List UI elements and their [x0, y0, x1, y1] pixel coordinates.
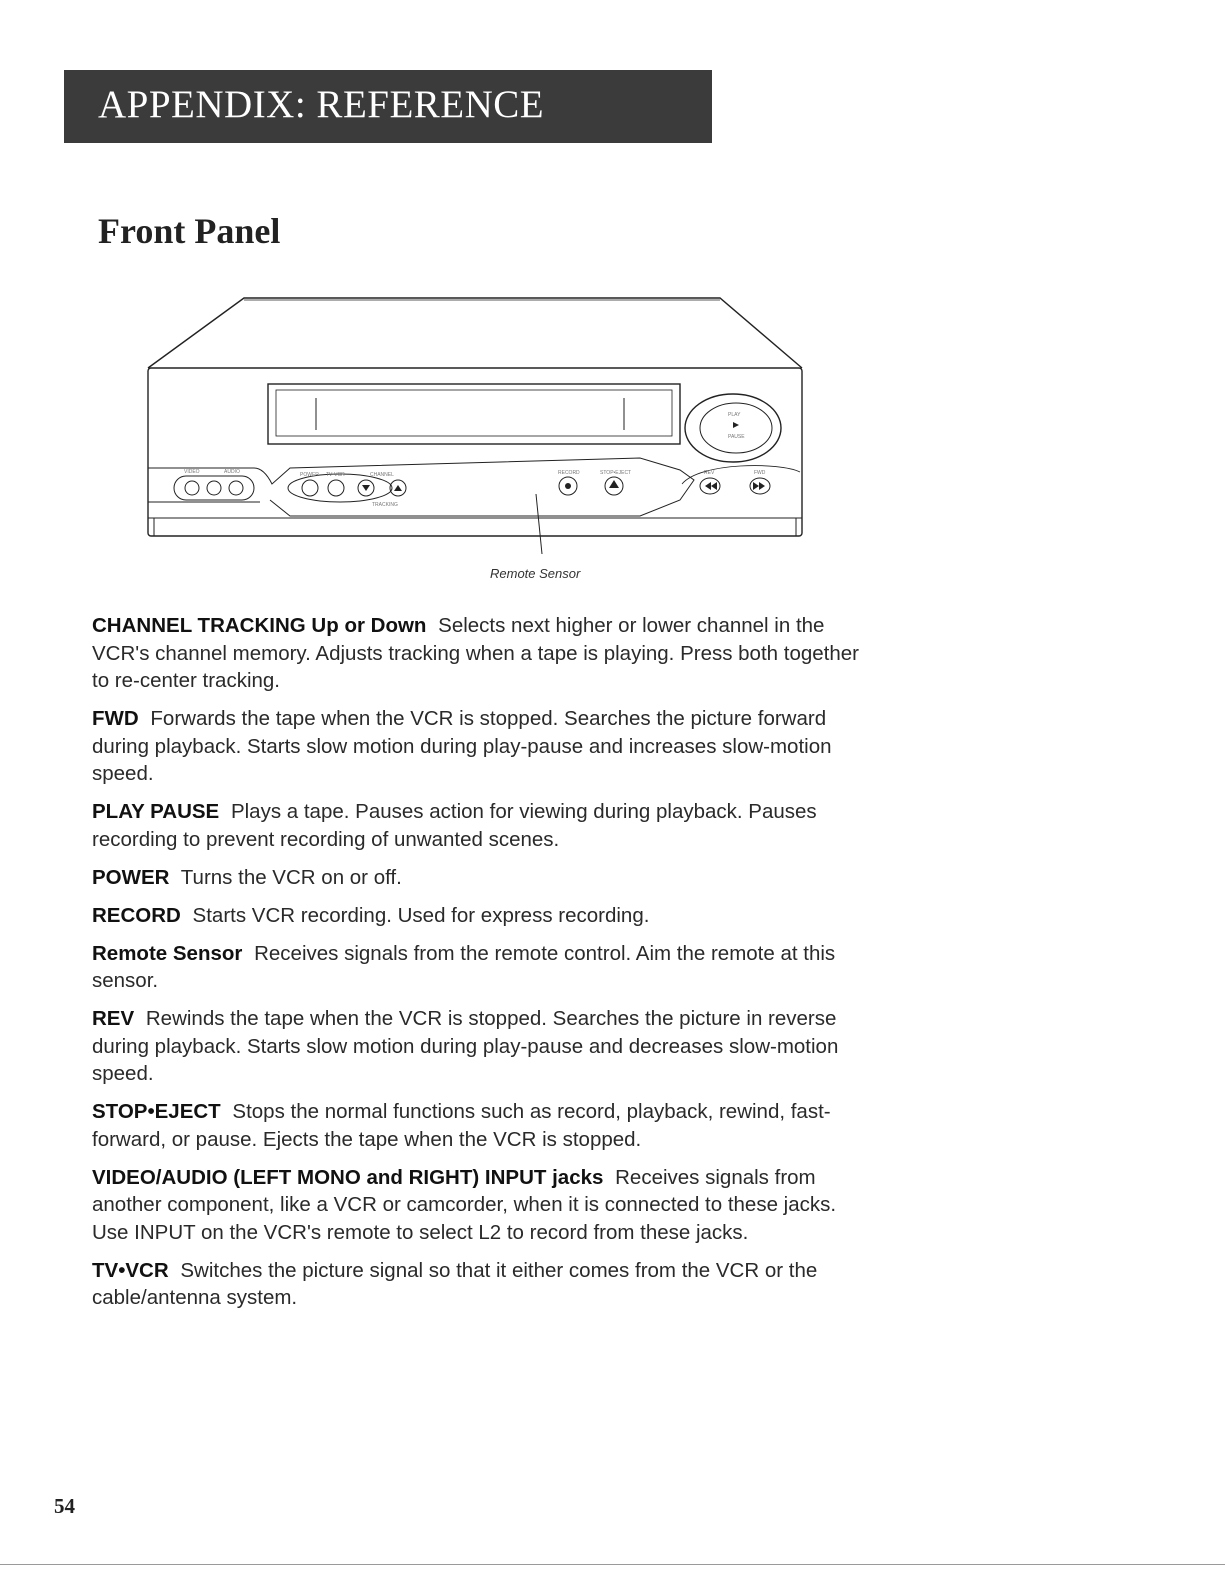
play-icon: [733, 422, 739, 428]
tracking-label: TRACKING: [372, 502, 398, 508]
bottom-rule: [0, 1564, 1225, 1565]
banner-title: APPENDIX: REFERENCE: [98, 83, 545, 126]
entry-term: STOP•EJECT: [92, 1100, 221, 1123]
channel-label: CHANNEL: [370, 472, 394, 478]
audio-label: AUDIO: [224, 469, 240, 475]
entry-channel-tracking: [92, 612, 862, 695]
cassette-door: [268, 384, 680, 444]
entry-term: PLAY PAUSE: [92, 800, 220, 823]
entry-term: REV: [92, 1007, 135, 1030]
fwd-label: FWD: [754, 470, 766, 476]
entry-text: Selects next higher or lower channel in the VCR's channel memory. Adjusts tracking when a tape is playing. Press both together to re-center tracking.: [92, 614, 859, 692]
entry-stop-eject: [92, 1098, 862, 1153]
vcr-illustration: [140, 290, 820, 590]
rev-label: REV: [704, 470, 715, 476]
entry-power: [92, 864, 862, 892]
remote-sensor-caption: Remote Sensor: [490, 566, 581, 581]
entry-term: TV•VCR: [92, 1258, 169, 1282]
entry-fwd: [92, 705, 862, 788]
video-label: VIDEO: [184, 469, 200, 475]
eject-icon: [609, 480, 619, 488]
remote-sensor-leader: [536, 494, 542, 554]
appendix-banner: [64, 70, 712, 143]
entry-text: Forwards the tape when the VCR is stopped. Searches the picture forward during playback. Starts slow motion during play-pause and increases slow-motion speed.: [92, 707, 832, 785]
entry-text: Turns the VCR on or off.: [180, 865, 402, 889]
entry-term: VIDEO/AUDIO (LEFT MONO and RIGHT) INPUT jacks: [92, 1165, 604, 1189]
entry-term: POWER: [92, 865, 170, 889]
audio-left-jack-icon: [207, 481, 221, 495]
video-jack-icon: [185, 481, 199, 495]
vcr-front-body: [148, 368, 802, 536]
entry-text: Switches the picture signal so that it either comes from the VCR or the cable/antenna system.: [92, 1258, 818, 1309]
page-number: 54: [54, 1494, 75, 1518]
entry-play-pause: [92, 798, 862, 853]
play-label: PLAY: [728, 412, 741, 418]
entry-term: CHANNEL TRACKING Up or Down: [92, 614, 427, 637]
vcr-front-panel-diagram: [140, 290, 820, 590]
entry-text: Rewinds the tape when the VCR is stopped. Searches the picture in reverse during playback. Starts slow motion during play-pause and decreases slow-motion speed.: [92, 1007, 839, 1085]
entry-video-audio-input: [92, 1164, 862, 1247]
entry-tv-vcr: [92, 1257, 862, 1312]
entry-record: [92, 902, 862, 930]
vcr-top-surface: [148, 298, 802, 368]
input-jacks-housing: [174, 476, 254, 500]
pause-label: PAUSE: [728, 434, 745, 440]
entry-text: Receives signals from the remote control. Aim the remote at this sensor.: [92, 941, 836, 992]
section-title: Front Panel: [98, 211, 281, 251]
entry-text: Starts VCR recording. Used for express recording.: [192, 903, 650, 927]
stop-eject-label: STOP•EJECT: [600, 470, 632, 476]
entry-text: Plays a tape. Pauses action for viewing during playback. Pauses recording to prevent recording of unwanted scenes.: [92, 800, 817, 851]
entry-text: Receives signals from another component, like a VCR or camcorder, when it is connected to these jacks. Use INPUT on the VCR's remote to select L2 to record from these jacks.: [92, 1165, 837, 1244]
entry-rev: [92, 1005, 862, 1088]
power-label: POWER: [300, 472, 319, 478]
tvvcr-label: TV•VCR: [326, 472, 345, 478]
entry-term: Remote Sensor: [92, 941, 243, 965]
tvvcr-button-icon: [328, 480, 344, 496]
entry-text: Stops the normal functions such as record, playback, rewind, fast-forward, or pause. Ejects the tape when the VCR is stopped.: [92, 1100, 831, 1151]
audio-right-jack-icon: [229, 481, 243, 495]
entry-term: FWD: [92, 707, 139, 730]
power-button-icon: [302, 480, 318, 496]
record-label: RECORD: [558, 470, 580, 476]
record-dot-icon: [565, 483, 571, 489]
reference-entries: [92, 612, 862, 1322]
entry-remote-sensor: [92, 940, 862, 995]
entry-term: RECORD: [92, 903, 181, 927]
